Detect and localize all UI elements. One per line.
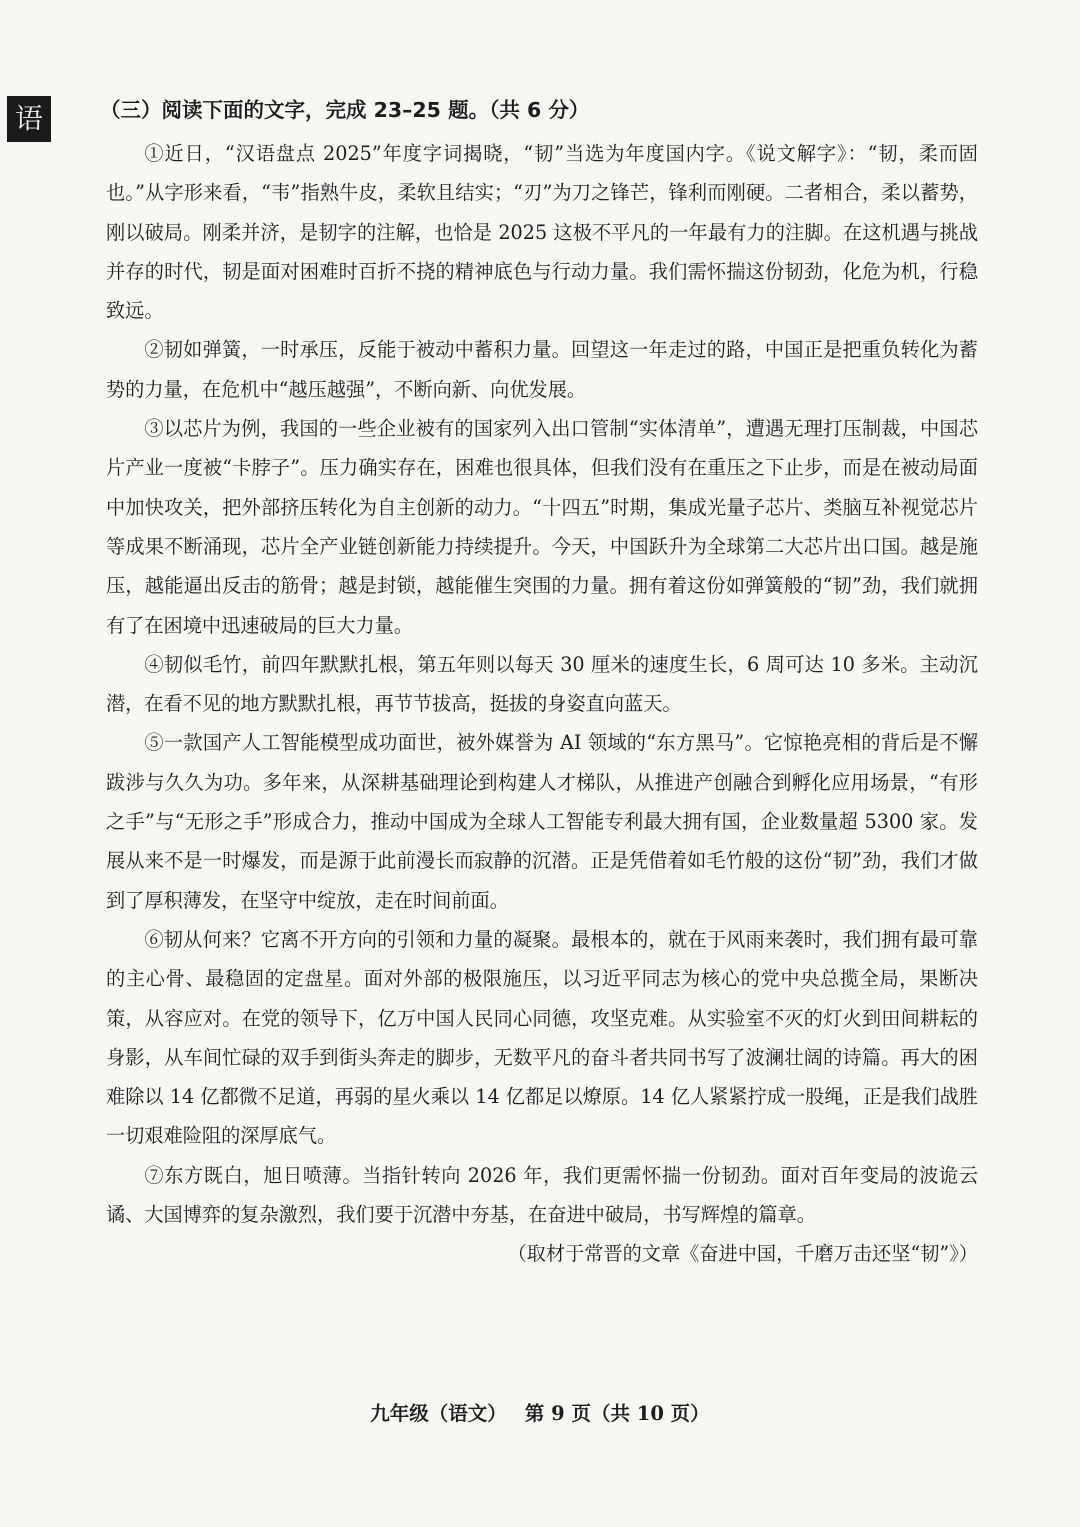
page-footer xyxy=(0,1397,1080,1431)
footer-subject: 九年级（语文） xyxy=(370,1402,507,1425)
reading-passage xyxy=(106,134,978,1274)
footer-page-number: 第 9 页（共 10 页） xyxy=(524,1402,710,1425)
paragraph-6: ⑥韧从何来？它离不开方向的引领和力量的凝聚。最根本的，就在于风雨来袭时，我们拥有最可靠的主心骨、最稳固的定盘星。面对外部的极限施压，以习近平同志为核心的党中央总揽全局，果断决策，从容应对。在党的领导下，亿万中国人民同心同德，攻坚克难。从实验室不灭的灯火到田间耕耘的身影，从车间忙碌的双手到街头奔走的脚步，无数平凡的奋斗者共同书写了波澜壮阔的诗篇。再大的困难除以 14 亿都微不足道，再弱的星火乘以 14 亿都足以燎原。14 亿人紧紧拧成一股绳，正是我们战胜一切艰难险阻的深厚底气。 xyxy=(106,927,978,1148)
subject-tab: 语 xyxy=(7,96,51,142)
paragraph-3: ③以芯片为例，我国的一些企业被有的国家列入出口管制“实体清单”，遭遇无理打压制裁，中国芯片产业一度被“卡脖子”。压力确实存在，困难也很具体，但我们没有在重压之下止步，而是在被动局面中加快攻关，把外部挤压转化为自主创新的动力。“十四五”时期，集成光量子芯片、类脑互补视觉芯片等成果不断涌现，芯片全产业链创新能力持续提升。今天，中国跃升为全球第二大芯片出口国。越是施压，越能逼出反击的筋骨；越是封锁，越能催生突围的力量。拥有着这份如弹簧般的“韧”劲，我们就拥有了在困境中迅速破局的巨大力量。 xyxy=(106,417,978,637)
source-citation: （取材于常晋的文章《奋进中国，千磨万击还坚“韧”》） xyxy=(507,1242,978,1266)
section-heading: （三）阅读下面的文字，完成 23–25 题。（共 6 分） xyxy=(100,98,590,122)
paragraph-2: ②韧如弹簧，一时承压，反能于被动中蓄积力量。回望这一年走过的路，中国正是把重负转化为蓄势的力量，在危机中“越压越强”，不断向新、向优发展。 xyxy=(106,338,978,401)
paragraph-5: ⑤一款国产人工智能模型成功面世，被外媒誉为 AI 领域的“东方黑马”。它惊艳亮相的背后是不懈跋涉与久久为功。多年来，从深耕基础理论到构建人才梯队，从推进产创融合到孵化应用场景，“有形之手”与“无形之手”形成合力，推动中国成为全球人工智能专利最大拥有国，企业数量超 5300 家。发展从来不是一时爆发，而是源于此前漫长而寂静的沉潜。正是凭借着如毛竹般的这份“韧”劲，我们才做到了厚积薄发，在坚守中绽放，走在时间前面。 xyxy=(106,731,978,912)
paragraph-1: ①近日，“汉语盘点 2025”年度字词揭晓，“韧”当选为年度国内字。《说文解字》：“韧，柔而固也。”从字形来看，“韦”指熟牛皮，柔软且结实；“刃”为刀之锋芒，锋利而刚硬。二者相合，柔以蓄势，刚以破局。刚柔并济，是韧字的注解，也恰是 2025 这极不平凡的一年最有力的注脚。在这机遇与挑战并存的时代，韧是面对困难时百折不挠的精神底色与行动力量。我们需怀揣这份韧劲，化危为机，行稳致远。 xyxy=(106,142,978,323)
paragraph-4: ④韧似毛竹，前四年默默扎根，第五年则以每天 30 厘米的速度生长，6 周可达 10 多米。主动沉潜，在看不见的地方默默扎根，再节节拔高，挺拔的身姿直向蓝天。 xyxy=(106,652,978,716)
paragraph-7: ⑦东方既白，旭日喷薄。当指针转向 2026 年，我们更需怀揣一份韧劲。面对百年变局的波诡云谲、大国博弈的复杂激烈，我们要于沉潜中夯基，在奋进中破局，书写辉煌的篇章。 xyxy=(106,1163,978,1227)
